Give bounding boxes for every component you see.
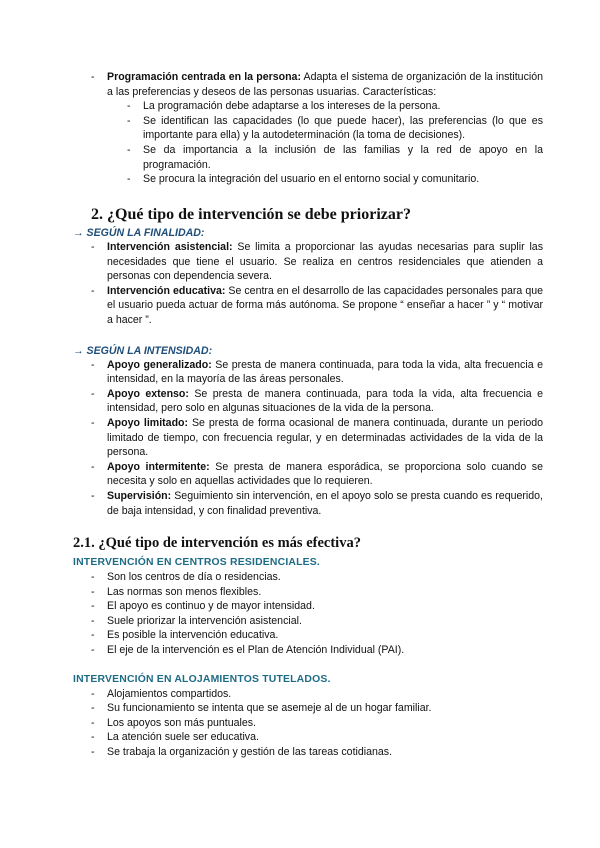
list-item <box>91 585 543 600</box>
list-item <box>91 614 543 629</box>
sub-list-item <box>127 114 543 143</box>
sub-item-text: Se procura la integración del usuario en el entorno social y comunitario. <box>143 173 480 186</box>
intensidad-heading: → SEGÚN LA INTENSIDAD: <box>73 344 213 357</box>
item-term: Apoyo extenso: <box>107 387 189 400</box>
item-text: La atención suele ser educativa. <box>107 731 259 744</box>
list-item <box>91 701 543 716</box>
item-text: Se presta de manera continuada, para toda la vida, alta frecuencia e intensidad, pero solo en algunas situaciones de la vida de la persona. <box>107 387 544 415</box>
sub-item-text: Se da importancia a la inclusión de las familias y la red de apoyo en la programación. <box>143 143 543 171</box>
list-item <box>91 387 543 416</box>
item-text: El eje de la intervención es el Plan de Atención Individual (PAI). <box>107 643 405 656</box>
item-text: Adapta el sistema de organización de la institución a las preferencias y deseos de las personas usuarias. Características: <box>107 71 543 98</box>
section-programacion <box>0 70 600 187</box>
list-item <box>91 643 543 658</box>
sub-item-text: La programación debe adaptarse a los intereses de la persona. <box>143 100 441 113</box>
item-text: Se limita a proporcionar las ayudas necesarias para suplir las necesidades que tiene el usuario. Se realiza en centros residenciales que atienden a personas con dependencia severa. <box>107 241 543 283</box>
item-text: Seguimiento sin intervención, en el apoyo solo se presta cuando es requerido, de baja intensidad, y con finalidad preventiva. <box>107 489 543 517</box>
sub-list-item <box>127 99 543 114</box>
item-term: Apoyo intermitente: <box>107 460 210 473</box>
item-term: Intervención educativa: <box>107 284 226 297</box>
section-heading: 2.1. ¿Qué tipo de intervención es más efectiva? <box>73 535 361 551</box>
finalidad-heading: → SEGÚN LA FINALIDAD: <box>73 227 205 239</box>
list-item <box>91 628 543 643</box>
item-text: Alojamientos compartidos. <box>107 687 232 700</box>
list-item <box>91 70 543 99</box>
item-text: Suele priorizar la intervención asistencial. <box>107 614 302 627</box>
list-item <box>91 687 543 702</box>
sub-list-item <box>127 143 543 172</box>
item-text: Son los centros de día o residencias. <box>107 571 281 583</box>
sub-list-item <box>127 172 543 187</box>
item-text: Se centra en el desarrollo de las capacidades personales para que el usuario pueda actuar de forma más autónoma. Se propone “ enseñar a hacer ” y “ motivar a hacer ”. <box>107 284 543 326</box>
tutelados-heading: INTERVENCIÓN EN ALOJAMIENTOS TUTELADOS. <box>73 673 331 685</box>
list-item <box>91 716 543 731</box>
item-text: Su funcionamiento se intenta que se asemeje al de un hogar familiar. <box>107 702 432 715</box>
section-efectiva <box>0 534 600 760</box>
item-text: Es posible la intervención educativa. <box>107 629 279 642</box>
item-text: Se presta de manera continuada, para toda la vida, alta frecuencia e intensidad, en la mayoría de las áreas personales. <box>107 358 543 386</box>
list-item <box>91 745 543 760</box>
item-term: Apoyo limitado: <box>107 416 189 429</box>
section-priorizar <box>0 205 600 518</box>
residenciales-heading: INTERVENCIÓN EN CENTROS RESIDENCIALES. <box>73 557 321 568</box>
sub-item-text: Se identifican las capacidades (lo que puede hacer), las preferencias (lo que es importante para ella) y la autodeterminación (la toma de decisiones). <box>143 114 543 142</box>
item-text: Las normas son menos flexibles. <box>107 585 262 598</box>
list-item <box>91 358 543 387</box>
item-text: Se trabaja la organización y gestión de las tareas cotidianas. <box>107 745 393 758</box>
list-item <box>91 730 543 745</box>
section-heading: 2. ¿Qué tipo de intervención se debe priorizar? <box>91 206 411 223</box>
list-item <box>91 460 543 489</box>
list-item <box>91 416 543 460</box>
item-text: El apoyo es continuo y de mayor intensidad. <box>107 600 315 613</box>
item-term: Supervisión: <box>107 489 172 502</box>
item-text: Los apoyos son más puntuales. <box>107 716 256 729</box>
list-item <box>91 489 543 518</box>
list-item <box>91 284 543 328</box>
list-item <box>91 240 543 284</box>
item-text: Se presta de forma ocasional de manera continuada, durante un periodo limitado de tiempo, con frecuencia regular, y en determinadas actividades de la vida de la persona. <box>107 416 543 459</box>
item-term: Apoyo generalizado: <box>107 358 212 371</box>
list-item <box>91 599 543 614</box>
item-term: Programación centrada en la persona: <box>107 71 301 83</box>
item-term: Intervención asistencial: <box>107 241 233 253</box>
list-item <box>91 570 543 585</box>
item-text: Se presta de manera esporádica, se proporciona solo cuando se necesita y solo en aquellas actividades que lo requieren. <box>107 460 543 488</box>
